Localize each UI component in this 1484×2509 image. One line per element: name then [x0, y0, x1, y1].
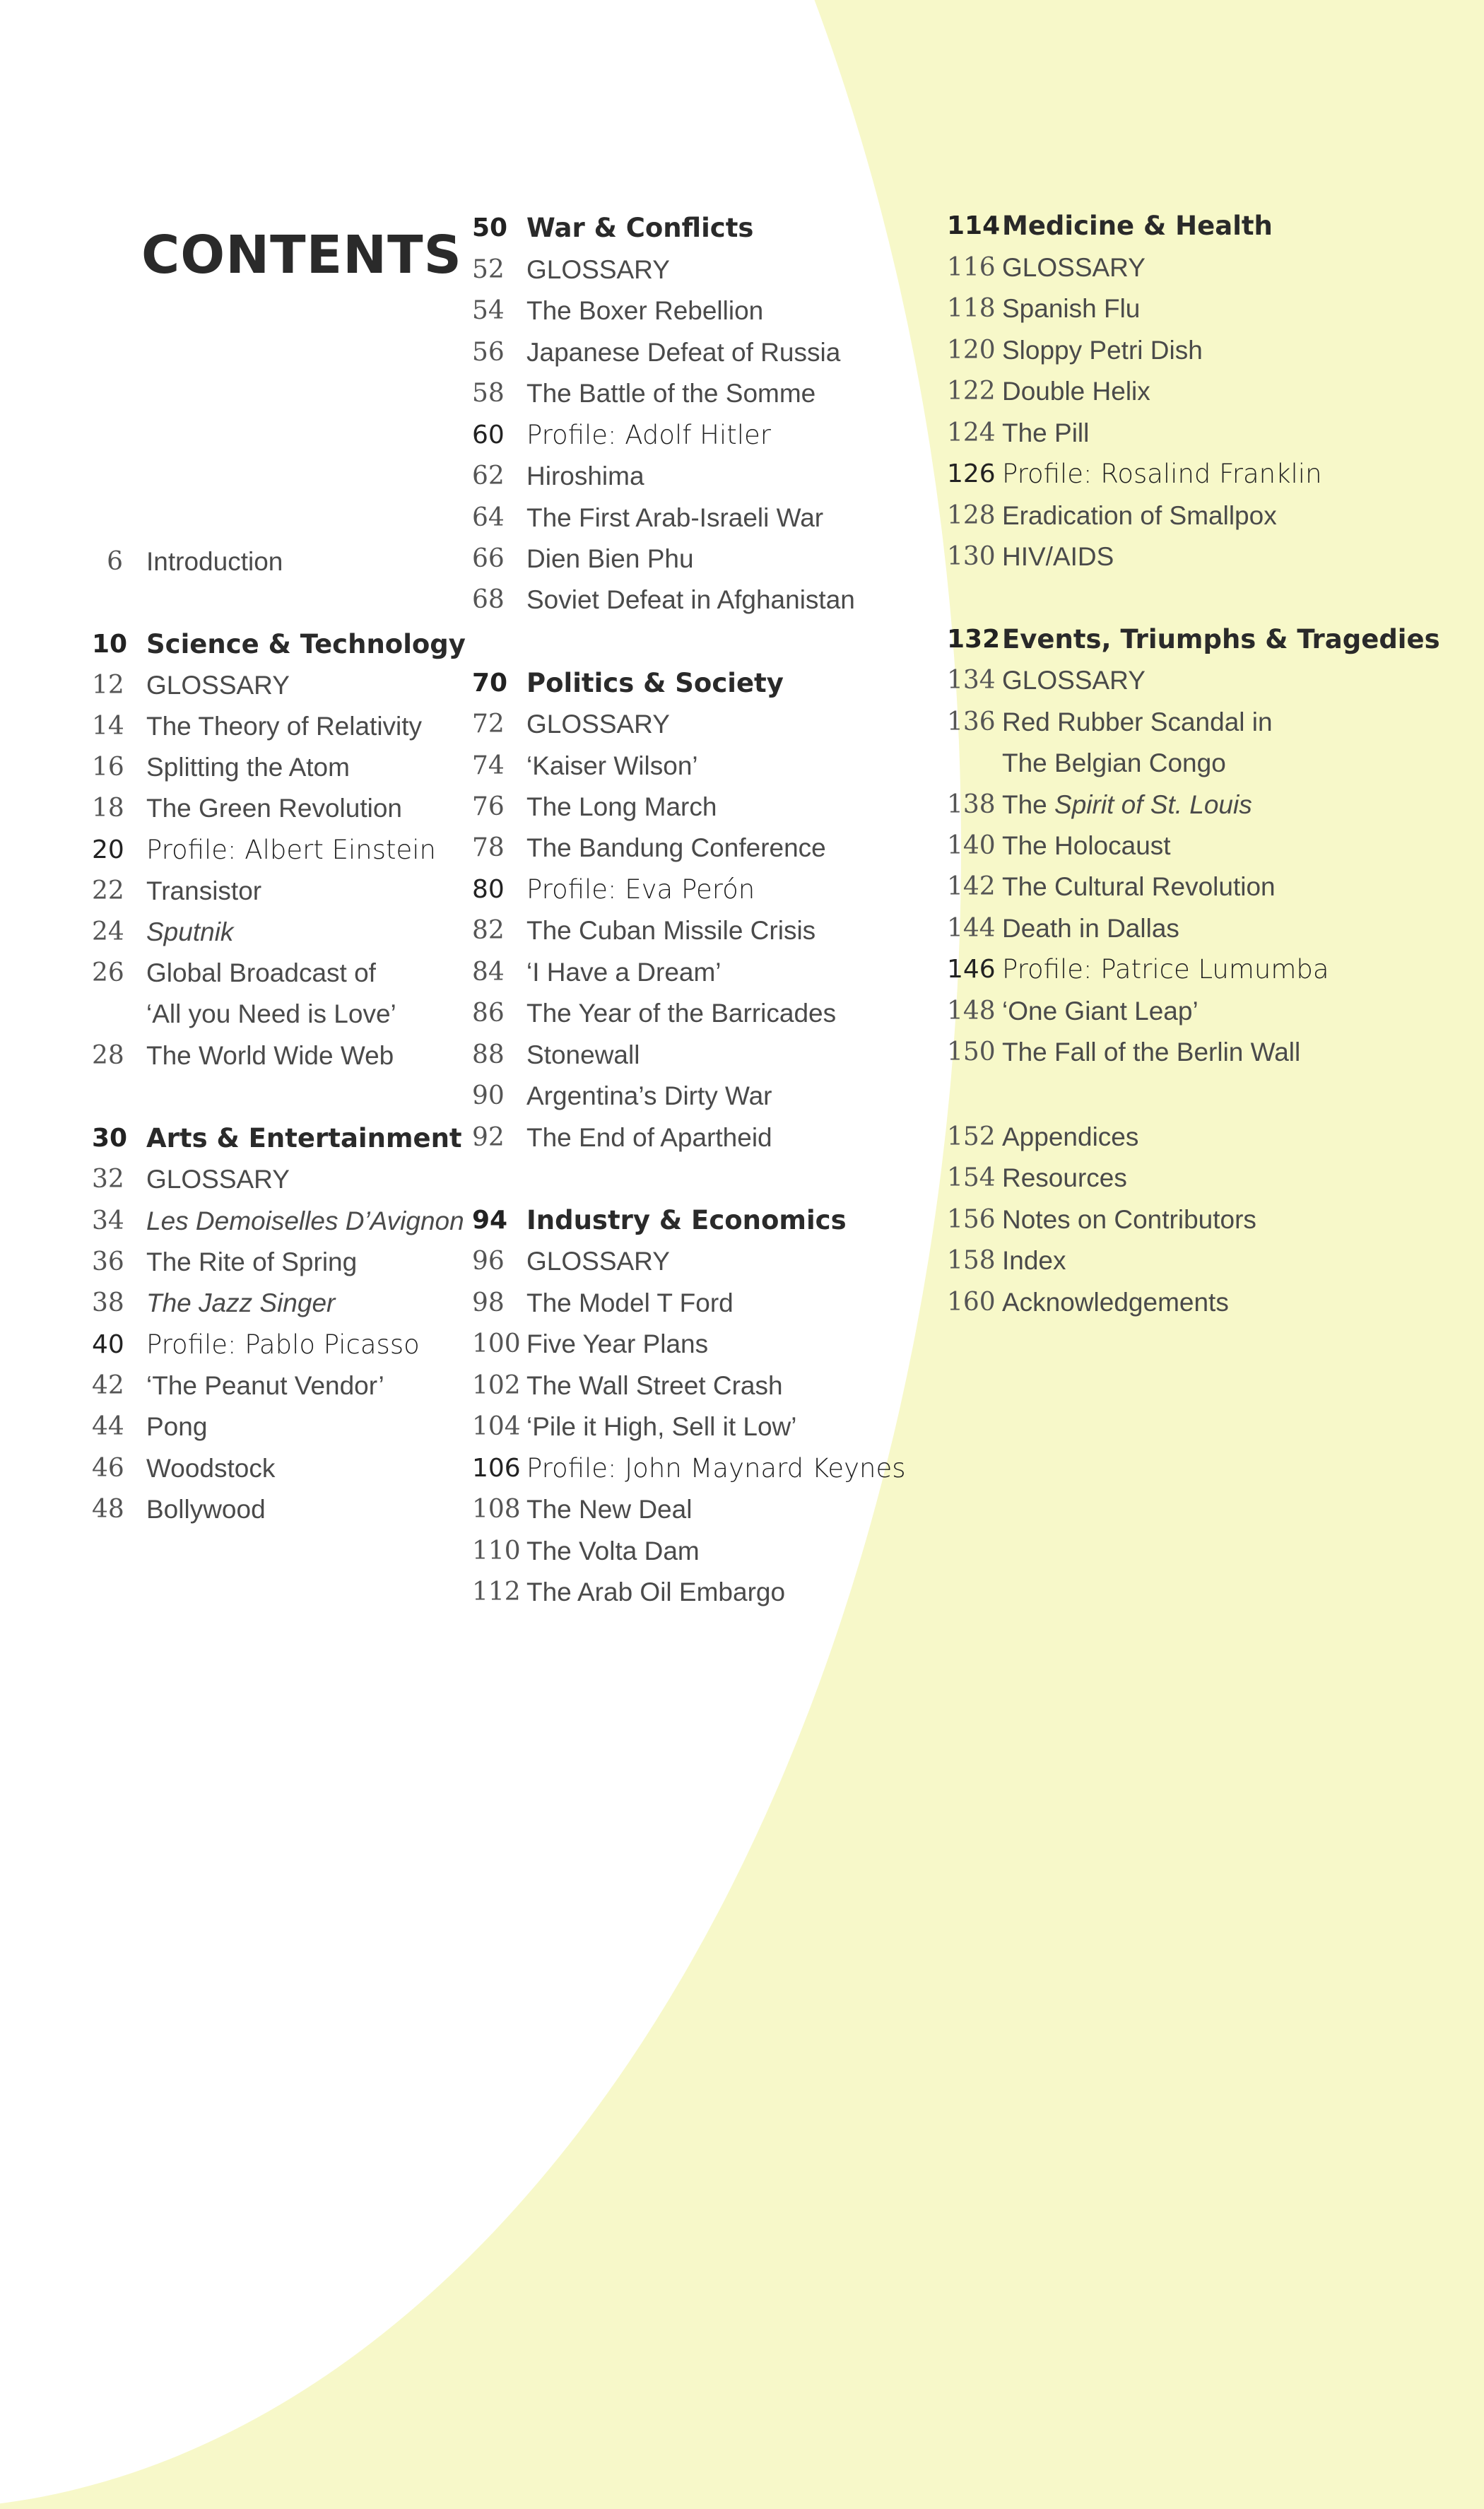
page-number: 28 — [92, 1041, 124, 1070]
entry-title: The Cultural Revolution — [1002, 872, 1276, 901]
entry-title: The Jazz Singer — [146, 1288, 336, 1317]
entry-title: The Arab Oil Embargo — [526, 1577, 786, 1606]
page-number: 10 — [92, 630, 128, 659]
page-number: 44 — [92, 1412, 124, 1441]
toc-entry[interactable] — [947, 702, 1484, 743]
entry-title: ‘The Peanut Vendor’ — [146, 1371, 384, 1400]
page-number: 36 — [92, 1247, 124, 1276]
entry-title: The End of Apartheid — [526, 1123, 772, 1152]
page-number: 14 — [92, 712, 124, 741]
page-number: 20 — [92, 835, 124, 864]
entry-title: War & Conflicts — [526, 213, 754, 243]
page-number: 118 — [947, 294, 996, 323]
page-number: 120 — [947, 336, 996, 365]
page-number: 136 — [947, 707, 996, 736]
page-number: 60 — [472, 421, 505, 449]
page-number: 82 — [472, 916, 505, 945]
page-number: 78 — [472, 833, 505, 862]
entry-title: The Model T Ford — [526, 1288, 734, 1317]
toc-entry[interactable] — [947, 660, 1484, 701]
page-number: 128 — [947, 501, 996, 530]
page-number: 122 — [947, 377, 996, 406]
page-number: 102 — [472, 1371, 521, 1400]
page-number: 42 — [92, 1371, 124, 1400]
entry-title-wrap — [1002, 785, 1252, 825]
page-number: 72 — [472, 710, 505, 739]
toc-entry[interactable] — [947, 454, 1484, 495]
entry-title: Red Rubber Scandal in — [1002, 707, 1273, 736]
toc-entry[interactable] — [947, 1158, 1484, 1199]
entry-title: The Theory of Relativity — [146, 712, 423, 741]
entry-title: The Bandung Conference — [526, 833, 826, 862]
toc-entry[interactable] — [947, 288, 1484, 329]
toc-entry[interactable] — [947, 1282, 1484, 1323]
page-number: 90 — [472, 1081, 505, 1110]
toc-entry[interactable] — [947, 536, 1484, 577]
page-number: 32 — [92, 1165, 124, 1194]
entry-title-continuation: The Belgian Congo — [1002, 748, 1226, 777]
page-number: 104 — [472, 1412, 521, 1441]
page-number: 140 — [947, 831, 996, 860]
entry-title: GLOSSARY — [1002, 666, 1146, 695]
toc-entry[interactable] — [947, 1199, 1484, 1240]
entry-title: The Wall Street Crash — [526, 1371, 783, 1400]
page-number: 64 — [472, 503, 505, 532]
toc-entry[interactable] — [947, 866, 1484, 907]
page-number: 76 — [472, 792, 505, 821]
toc-entry[interactable] — [947, 371, 1484, 412]
toc-entry[interactable] — [947, 949, 1484, 990]
page-number: 68 — [472, 585, 505, 614]
page-number: 100 — [472, 1329, 521, 1358]
entry-title: Profile: Albert Einstein — [146, 835, 436, 865]
page-number: 58 — [472, 379, 505, 408]
page-number: 84 — [472, 958, 505, 987]
page-number: 26 — [92, 958, 124, 987]
entry-title: Japanese Defeat of Russia — [526, 338, 841, 367]
page-number: 112 — [472, 1577, 521, 1606]
page-number: 80 — [472, 875, 505, 904]
entry-title: Stonewall — [526, 1040, 640, 1069]
page-number: 22 — [92, 876, 124, 905]
entry-title: Sloppy Petri Dish — [1002, 336, 1203, 365]
page-number: 152 — [947, 1122, 996, 1151]
entry-title: Index — [1002, 1246, 1066, 1275]
page-number: 158 — [947, 1246, 996, 1275]
entry-title: The Long March — [526, 792, 717, 821]
entry-title: GLOSSARY — [146, 1165, 290, 1194]
page-number: 24 — [92, 917, 124, 946]
entry-title: Appendices — [1002, 1122, 1139, 1151]
entry-title: Splitting the Atom — [146, 753, 350, 782]
page-number: 16 — [92, 753, 124, 782]
page-title: CONTENTS — [141, 225, 462, 286]
entry-title: ‘Pile it High, Sell it Low’ — [526, 1412, 797, 1441]
entry-title: GLOSSARY — [146, 671, 290, 700]
page-number: 126 — [947, 459, 996, 488]
entry-title: ‘Kaiser Wilson’ — [526, 751, 698, 780]
entry-title: Bollywood — [146, 1495, 266, 1524]
entry-title: GLOSSARY — [526, 1247, 670, 1276]
entry-title: Global Broadcast of — [146, 958, 376, 987]
page-number: 74 — [472, 751, 505, 780]
entry-title: Science & Technology — [146, 629, 466, 659]
entry-title: The Green Revolution — [146, 794, 402, 823]
entry-title: The Battle of the Somme — [526, 379, 816, 408]
page-number: 108 — [472, 1495, 521, 1524]
entry-title: The Volta Dam — [526, 1536, 700, 1565]
entry-title: Argentina’s Dirty War — [526, 1081, 772, 1110]
toc-entry[interactable] — [947, 495, 1484, 536]
entry-title: Spirit of St. Louis — [1054, 790, 1252, 819]
toc-entry[interactable] — [947, 206, 1484, 247]
toc-entry[interactable] — [947, 908, 1484, 949]
page-number: 6 — [107, 547, 123, 576]
entry-title: The Boxer Rebellion — [526, 296, 764, 325]
entry-title: Profile: John Maynard Keynes — [526, 1453, 906, 1483]
page-number: 88 — [472, 1040, 505, 1069]
page-number: 50 — [472, 213, 508, 242]
entry-title: Pong — [146, 1412, 208, 1441]
entry-title: Hiroshima — [526, 462, 644, 490]
entry-title: Death in Dallas — [1002, 914, 1179, 943]
entry-title: Acknowledgements — [1002, 1288, 1229, 1317]
page-number: 156 — [947, 1205, 996, 1234]
page-number: 134 — [947, 666, 996, 695]
page-number: 38 — [92, 1288, 124, 1317]
entry-title: Les Demoiselles D’Avignon — [146, 1206, 464, 1235]
page-number: 132 — [947, 625, 1001, 654]
entry-title: Profile: Adolf Hitler — [526, 420, 771, 450]
page-number: 148 — [947, 997, 996, 1026]
page-number: 62 — [472, 462, 505, 490]
page-number: 144 — [947, 914, 996, 943]
entry-title: Sputnik — [146, 917, 234, 946]
entry-title: Spanish Flu — [1002, 294, 1141, 323]
page-number: 46 — [92, 1454, 124, 1483]
page-number: 12 — [92, 671, 124, 700]
page-number: 138 — [947, 790, 996, 819]
page-number: 94 — [472, 1206, 508, 1235]
page-number: 52 — [472, 255, 505, 284]
toc-entry[interactable] — [947, 413, 1484, 454]
page-number: 18 — [92, 794, 124, 823]
entry-title: The Fall of the Berlin Wall — [1002, 1038, 1301, 1067]
page-number: 30 — [92, 1124, 128, 1153]
page-number: 116 — [947, 253, 996, 282]
entry-title: GLOSSARY — [1002, 253, 1146, 282]
entry-title: The World Wide Web — [146, 1041, 394, 1070]
page-number: 142 — [947, 872, 996, 901]
page-number: 160 — [947, 1288, 996, 1317]
page-number: 154 — [947, 1163, 996, 1192]
entry-title: Profile: Patrice Lumumba — [1002, 954, 1329, 985]
toc-entry[interactable] — [947, 785, 1484, 825]
entry-title: Soviet Defeat in Afghanistan — [526, 585, 855, 614]
page-number: 98 — [472, 1288, 505, 1317]
page-number: 130 — [947, 542, 996, 571]
page-number: 146 — [947, 955, 996, 984]
entry-title: Five Year Plans — [526, 1329, 709, 1358]
entry-title-continuation: ‘All you Need is Love’ — [146, 999, 396, 1028]
entry-title: Notes on Contributors — [1002, 1205, 1256, 1234]
entry-title: Profile: Eva Perón — [526, 874, 755, 905]
page-number: 70 — [472, 669, 508, 698]
entry-title: Double Helix — [1002, 377, 1150, 406]
toc-entry[interactable] — [947, 991, 1484, 1032]
page-number: 124 — [947, 418, 996, 447]
entry-title: Profile: Pablo Picasso — [146, 1329, 420, 1360]
entry-title: The Cuban Missile Crisis — [526, 916, 816, 945]
entry-title: HIV/AIDS — [1002, 542, 1114, 571]
entry-title: Events, Triumphs & Tragedies — [1002, 624, 1440, 654]
page-number: 106 — [472, 1454, 521, 1483]
entry-title: Arts & Entertainment — [146, 1123, 462, 1153]
page-number: 66 — [472, 544, 505, 573]
toc-entry[interactable] — [947, 825, 1484, 866]
entry-title: GLOSSARY — [526, 710, 670, 739]
toc-entry[interactable] — [947, 330, 1484, 371]
toc-entry[interactable] — [947, 619, 1484, 660]
page-number: 92 — [472, 1123, 505, 1152]
entry-title: ‘One Giant Leap’ — [1002, 997, 1199, 1026]
entry-title: Industry & Economics — [526, 1205, 847, 1235]
page-number: 110 — [472, 1536, 521, 1565]
page-number: 96 — [472, 1247, 505, 1276]
entry-title: The Holocaust — [1002, 831, 1171, 860]
entry-title: The Rite of Spring — [146, 1247, 358, 1276]
entry-title: Medicine & Health — [1002, 211, 1273, 241]
entry-title: Politics & Society — [526, 668, 784, 698]
entry-title-prefix: The — [1002, 790, 1055, 819]
entry-title: Resources — [1002, 1163, 1127, 1192]
page-number: 54 — [472, 296, 505, 325]
entry-title: The Year of the Barricades — [526, 999, 837, 1028]
toc-entry[interactable] — [947, 1032, 1484, 1073]
page-number: 48 — [92, 1495, 124, 1524]
entry-title: Introduction — [146, 547, 283, 576]
page-number: 86 — [472, 999, 505, 1028]
page-number: 150 — [947, 1038, 996, 1067]
entry-title: The New Deal — [526, 1495, 693, 1524]
page-number: 40 — [92, 1330, 124, 1359]
entry-title: Profile: Rosalind Franklin — [1002, 459, 1322, 489]
entry-title: GLOSSARY — [526, 255, 670, 284]
page-number: 114 — [947, 211, 1001, 240]
entry-title: Eradication of Smallpox — [1002, 501, 1277, 530]
toc-entry[interactable] — [947, 247, 1484, 288]
entry-title: Woodstock — [146, 1454, 276, 1483]
entry-title: The Pill — [1002, 418, 1090, 447]
toc-entry[interactable] — [947, 1240, 1484, 1281]
page-number: 34 — [92, 1206, 124, 1235]
toc-entry[interactable] — [947, 1117, 1484, 1158]
entry-title: ‘I Have a Dream’ — [526, 958, 722, 987]
entry-title: Transistor — [146, 876, 262, 905]
entry-title: Dien Bien Phu — [526, 544, 694, 573]
page-number: 56 — [472, 338, 505, 367]
entry-title: The First Arab-Israeli War — [526, 503, 824, 532]
